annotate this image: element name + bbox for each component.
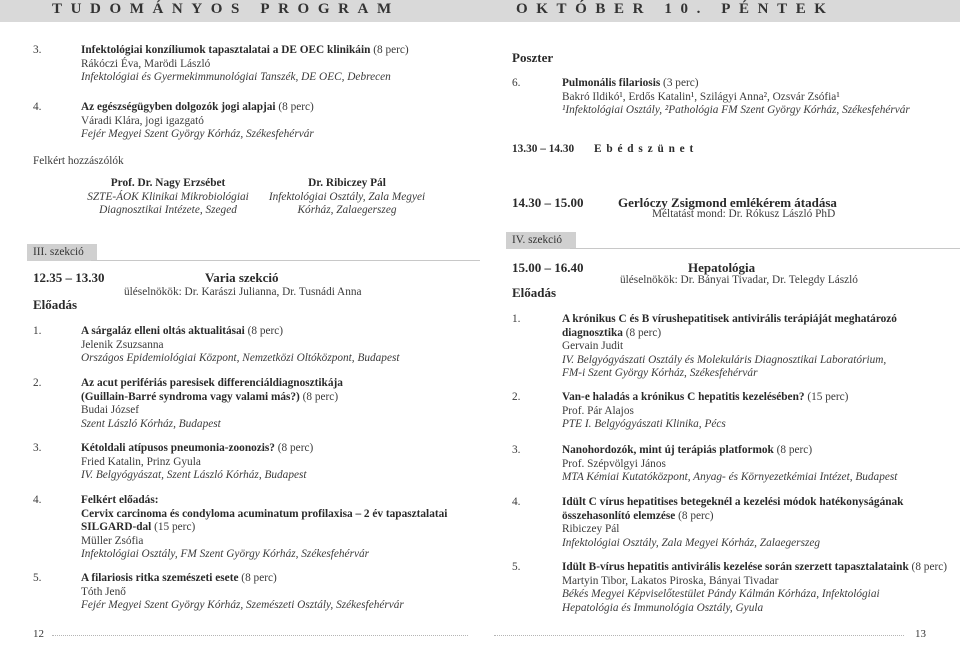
item-title: diagnosztika (562, 326, 623, 339)
item-duration: (15 perc) (151, 521, 196, 533)
program-item (81, 494, 447, 562)
page-number-left: 12 (33, 628, 44, 640)
item-number: 6. (512, 77, 521, 89)
item-title: Cervix carcinoma és condyloma acuminatum profilaxisa – 2 év tapasztalatai (81, 507, 448, 520)
item-number: 3. (512, 444, 521, 456)
item-affiliation: PTE I. Belgyógyászati Klinika, Pécs (562, 418, 726, 430)
item-authors: Rákóczi Éva, Marödi László (81, 57, 211, 70)
item-number: 2. (512, 391, 521, 403)
item-title: (Guillain-Barré syndroma vagy valami más?) (81, 390, 300, 403)
item-title: Az acut perifériás paresisek differenciáldiagnosztikája (81, 377, 343, 389)
footer-dotted-line (494, 635, 904, 636)
program-item (562, 313, 897, 381)
section-divider (91, 260, 480, 261)
item-number: 3. (33, 442, 42, 454)
item-title: Van-e haladás a krónikus C hepatitis kezelésében? (562, 391, 805, 403)
item-authors: Fried Katalin, Prinz Gyula (81, 455, 201, 468)
item-number: 2. (33, 377, 42, 389)
item-duration: (8 perc) (622, 326, 662, 339)
item-affiliation: FM-i Szent György Kórház, Székesfehérvár (562, 367, 758, 379)
item-authors: Prof. Pár Alajos (562, 404, 634, 417)
item-affiliation: Infektológiai és Gyermekimmunológiai Tanszék, DE OEC, Debrecen (81, 71, 391, 83)
invited-affiliation: Diagnosztikai Intézete, Szeged (99, 204, 237, 216)
item-title: Kétoldali atípusos pneumonia-zoonozis? (81, 442, 275, 454)
item-authors: Martyin Tibor, Lakatos Piroska, Bányai Tivadar (562, 574, 779, 587)
item-affiliation: Hepatológia és Immunológia Osztály, Gyula (562, 601, 764, 614)
item-title: Az egészségügyben dolgozók jogi alapjai (81, 101, 276, 113)
item-affiliation: Békés Megyei Képviselőtestület Pándy Kálmán Kórháza, Infektológiai (562, 588, 880, 600)
footer-dotted-line (52, 635, 468, 636)
item-title: A filariosis ritka szemészeti esete (81, 572, 239, 584)
header-title-left: TUDOMÁNYOS PROGRAM (52, 1, 400, 17)
item-duration: (8 perc) (773, 444, 813, 456)
item-title: Idült B-vírus hepatitis antivirális kezelése során szerzett tapasztalataink (562, 561, 909, 573)
break-label: E b é d s z ü n e t (594, 143, 695, 155)
program-item (81, 377, 343, 431)
item-affiliation: Országos Epidemiológiai Központ, Nemzetközi Oltóközpont, Budapest (81, 352, 400, 364)
program-item (81, 442, 313, 483)
item-affiliation: Fejér Megyei Szent György Kórház, Székesfehérvár (81, 128, 314, 140)
session-time: 12.35 – 13.30 (33, 270, 105, 285)
item-authors: Gervain Judit (562, 340, 624, 352)
program-item (562, 391, 848, 432)
item-affiliation: ¹Infektológiai Osztály, ²Pathológia FM Szent György Kórház, Székesfehérvár (562, 104, 910, 116)
item-duration: (8 perc) (274, 442, 314, 454)
session-time: 15.00 – 16.40 (512, 260, 584, 275)
item-affiliation: IV. Belgyógyászat, Szent László Kórház, Budapest (81, 469, 307, 481)
session-chairs: üléselnökök: Dr. Karászi Julianna, Dr. Tusnádi Anna (124, 286, 362, 298)
item-affiliation: Infektológiai Osztály, FM Szent György Kórház, Székesfehérvár (81, 548, 370, 560)
item-number: 4. (512, 496, 521, 508)
invited-speaker (78, 177, 258, 218)
item-duration: (8 perc) (908, 561, 947, 573)
item-number: 3. (33, 44, 42, 56)
session-title: Hepatológia (688, 260, 756, 275)
memorial-title: Gerlóczy Zsigmond emlékérem átadása (618, 195, 837, 210)
item-duration: (15 perc) (804, 391, 849, 403)
item-duration: (8 perc) (299, 390, 339, 403)
header-bar-right (480, 0, 960, 22)
item-title: összehasonlító elemzése (562, 509, 676, 522)
invited-affiliation: SZTE-ÁOK Klinikai Mikrobiológiai (87, 190, 249, 203)
program-item (562, 496, 903, 550)
item-number: 1. (512, 313, 521, 325)
item-title: A sárgaláz elleni oltás aktualitásai (81, 325, 245, 337)
memorial-time: 14.30 – 15.00 (512, 195, 584, 210)
item-duration: (8 perc) (675, 509, 714, 522)
session-chairs: üléselnökök: Dr. Bányai Tivadar, Dr. Telegdy László (620, 274, 858, 286)
item-duration: (8 perc) (275, 101, 314, 113)
item-authors: Müller Zsófia (81, 534, 144, 547)
item-title: Felkért előadás: (81, 494, 159, 506)
program-item (562, 444, 897, 485)
item-affiliation: Infektológiai Osztály, Zala Megyei Kórház, Zalaegerszeg (562, 536, 821, 549)
program-item (81, 44, 409, 85)
header-bar-left (0, 0, 480, 22)
invited-name: Prof. Dr. Nagy Erzsébet (110, 177, 226, 189)
item-affiliation: MTA Kémiai Kutatóközpont, Anyag- és Környezetkémiai Intézet, Budapest (562, 471, 898, 483)
invited-affiliation: Infektológiai Osztály, Zala Megyei (268, 190, 426, 203)
program-item (81, 101, 314, 142)
item-title: Pulmonális filariosis (562, 77, 661, 89)
item-title: Infektológiai konzíliumok tapasztalatai a DE OEC klinikáin (81, 44, 371, 56)
session-title: Varia szekció (205, 270, 279, 285)
section-label: IV. szekció (506, 232, 576, 249)
poster-item (562, 77, 910, 118)
item-title: Nanohordozók, mint új terápiás platformok (562, 444, 774, 456)
memorial-subtitle: Méltatást mond: Dr. Rókusz László PhD (652, 208, 836, 220)
item-authors: Váradi Klára, jogi igazgató (81, 114, 204, 127)
lectures-label: Előadás (33, 297, 78, 312)
poster-label: Poszter (512, 50, 554, 65)
item-title: SILGARD-dal (81, 521, 152, 533)
item-number: 1. (33, 325, 42, 337)
item-number: 4. (33, 101, 42, 113)
invited-name: Dr. Ribiczey Pál (308, 177, 386, 189)
page-number-right: 13 (915, 628, 926, 640)
item-duration: (8 perc) (244, 325, 284, 337)
program-item (81, 325, 400, 366)
item-duration: (8 perc) (238, 572, 277, 584)
item-affiliation: Fejér Megyei Szent György Kórház, Szemészeti Osztály, Székesfehérvár (81, 599, 404, 611)
item-affiliation: IV. Belgyógyászati Osztály és Molekuláris Diagnosztikai Laboratórium, (562, 353, 887, 366)
section-divider (570, 248, 960, 249)
invited-affiliation: Kórház, Zalaegerszeg (297, 204, 397, 216)
break-time: 13.30 – 14.30 (512, 143, 575, 155)
item-authors: Budai József (81, 404, 140, 416)
item-duration: (8 perc) (370, 44, 409, 56)
item-title: Idült C vírus hepatitises betegeknél a kezelési módok hatékonyságának (562, 496, 904, 508)
invited-label: Felkért hozzászólók (33, 155, 124, 167)
item-authors: Bakró Ildikó¹, Erdős Katalin¹, Szilágyi Anna², Ozsvár Zsófia¹ (562, 90, 840, 103)
section-label: III. szekció (27, 244, 97, 261)
program-item (562, 561, 947, 615)
item-number: 5. (33, 572, 42, 584)
item-authors: Ribiczey Pál (562, 523, 620, 535)
item-authors: Tóth Jenő (81, 585, 126, 598)
program-item (81, 572, 404, 613)
item-affiliation: Szent László Kórház, Budapest (81, 417, 221, 430)
item-title: A krónikus C és B vírushepatitisek antivirális terápiáját meghatározó (562, 313, 897, 325)
item-duration: (3 perc) (660, 77, 699, 89)
item-number: 5. (512, 561, 521, 573)
invited-speaker (257, 177, 437, 218)
item-authors: Jelenik Zsuzsanna (81, 338, 164, 351)
item-authors: Prof. Szépvölgyi János (562, 457, 666, 470)
item-number: 4. (33, 494, 42, 506)
header-title-right: OKTÓBER 10. PÉNTEK (516, 1, 835, 17)
lectures-label: Előadás (512, 285, 557, 300)
